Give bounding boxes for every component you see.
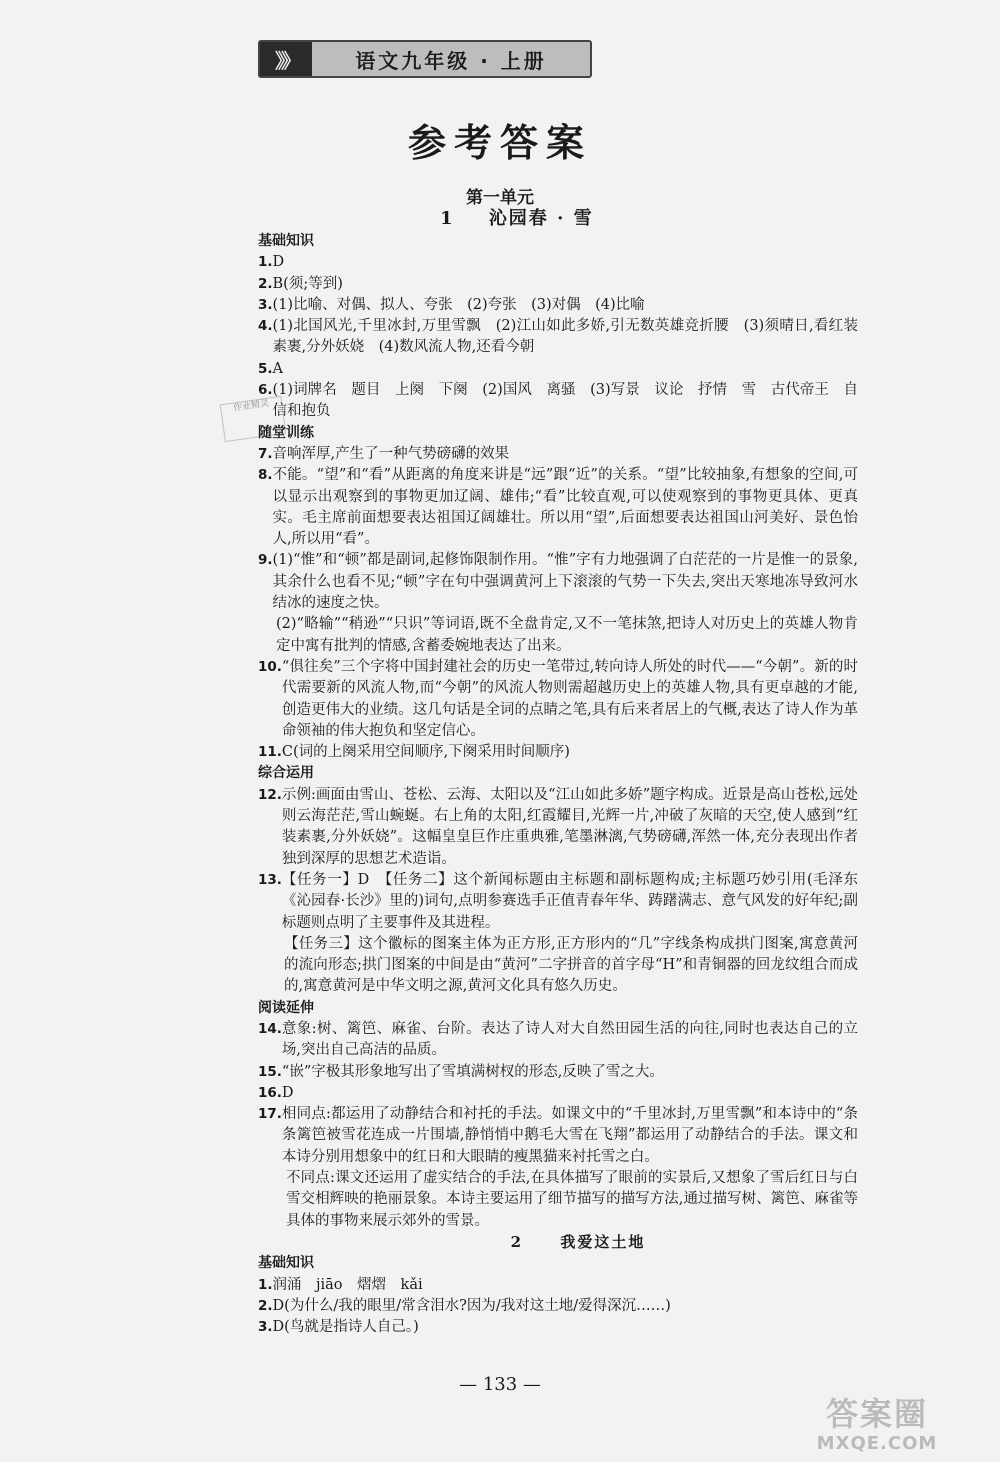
answer-item: [258, 1275, 858, 1296]
answer-continuation: 【任务三】这个徽标的图案主体为正方形,正方形内的“几”字线条构成拱门图案,寓意黄河的流向形态;拱门图案的中间是由“黄河”二字拼音的首字母“H”和青铜器的回龙纹组合而成的,寓意黄河是中华文明之源,黄河文化具有悠久历史。: [284, 935, 858, 995]
answer-item: [258, 359, 858, 380]
answer-number: 2.: [258, 1297, 273, 1314]
answer-item: [258, 1104, 858, 1168]
answer-number: 7.: [258, 445, 273, 462]
answer-number: 2.: [258, 275, 273, 292]
answer-item: [258, 316, 858, 359]
answer-item: [258, 380, 858, 423]
answer-number: 8.: [258, 467, 273, 484]
answer-continuation: (2)“略输”“稍逊”“只识”等词语,既不全盘肯定,又不一笔抹煞,把诗人对历史上的英雄人物肯定中寓有批判的情感,含蓄委婉地表达了出来。: [276, 616, 858, 654]
answer-text: D(鸟就是指诗人自己。): [272, 1319, 419, 1336]
answer-number: 9.: [258, 552, 273, 569]
answer-number: 17.: [258, 1106, 282, 1123]
answer-number: 13.: [258, 871, 282, 888]
answer-item: [258, 870, 858, 934]
book-header-banner: [258, 40, 592, 78]
answer-number: 6.: [258, 382, 273, 399]
lesson-number: 2: [510, 1232, 524, 1251]
answer-number: 3.: [258, 1319, 273, 1336]
answer-number: 16.: [258, 1084, 282, 1101]
answer-text: 【任务一】D 【任务二】这个新闻标题由主标题和副标题构成;主标题巧妙引用(毛泽东《沁园春·长沙》里的)词句,点明参赛选手正值青春年华、踌躇满志、意气风发的好年纪;副标题则点明了主要事件及其进程。: [281, 871, 858, 931]
answer-item: [258, 550, 858, 614]
lesson-name: 我爱这土地: [560, 1232, 646, 1251]
answer-item: [258, 742, 858, 763]
lesson-number: 1: [440, 208, 455, 229]
watermark-url: MXQE.COM: [816, 1433, 938, 1454]
answer-item: [258, 1019, 858, 1062]
answer-text: 示例:画面由雪山、苍松、云海、太阳以及“江山如此多娇”题字构成。近景是高山苍松,远处则云海茫茫,雪山蜿蜒。右上角的太阳,红霞耀目,光辉一片,冲破了灰暗的天空,使人感到“红装素裹,分外妖娆”。这幅皇皇巨作庄重典雅,笔墨淋漓,气势磅礴,浑然一体,充分表现出作者独到深厚的思想艺术造诣。: [281, 786, 858, 867]
answer-text: B(须;等到): [272, 275, 343, 292]
answer-item: [258, 1083, 858, 1104]
answer-text: 不能。“望”和“看”从距离的角度来讲是“远”跟“近”的关系。“望”比较抽象,有想象的空间,可以显示出观察到的事物更加辽阔、雄伟;“看”比较直观,可以使观察到的事物更具体、更真实。毛主席前面想要表达祖国辽阔雄壮。所以用“望”,后面想要表达祖国山河美好、景色怡人,所以用“看”。: [272, 467, 858, 548]
answer-item: [258, 465, 858, 550]
answer-text: (1)北国风光,千里冰封,万里雪飘 (2)江山如此多娇,引无数英雄竞折腰 (3)须晴日,看红装素裹,分外妖娆 (4)数风流人物,还看今朝: [272, 318, 858, 356]
lesson-title: [440, 204, 594, 230]
answer-item: [258, 1296, 858, 1317]
answer-text: D: [281, 1084, 294, 1101]
answer-content: [258, 231, 858, 1338]
section-heading: 基础知识: [258, 233, 314, 249]
answer-item: [258, 785, 858, 870]
section-heading: 随堂训练: [258, 424, 314, 441]
answer-number: 12.: [258, 786, 282, 803]
answer-item: [258, 1062, 858, 1083]
chevron-right-icon: 》》: [260, 42, 312, 76]
answer-number: 4.: [258, 318, 273, 335]
answer-item: [258, 657, 858, 742]
watermark-logo-text: 答案圈: [825, 1395, 928, 1433]
lesson-title: [258, 1232, 858, 1253]
section-heading: 基础知识: [258, 1255, 314, 1272]
answer-text: A: [272, 360, 284, 377]
answer-text: (1)比喻、对偶、拟人、夸张 (2)夸张 (3)对偶 (4)比喻: [272, 296, 645, 313]
answer-number: 1.: [258, 1276, 273, 1293]
section-heading: 综合运用: [258, 765, 314, 782]
answer-number: 11.: [258, 744, 282, 761]
answer-number: 14.: [258, 1020, 282, 1037]
book-title: 语文九年级 · 上册: [355, 48, 547, 73]
answer-item: [258, 295, 858, 316]
answer-number: 1.: [258, 254, 273, 271]
answer-item: [258, 252, 858, 273]
lesson-name: 沁园春 · 雪: [488, 208, 594, 229]
answer-text: (1)词牌名 题目 上阕 下阕 (2)国风 离骚 (3)写景 议论 抒情 雪 古代帝王 自信和抱负: [272, 382, 858, 420]
page-number: — 133 —: [459, 1374, 541, 1395]
section-heading: 阅读延伸: [258, 999, 314, 1016]
answer-continuation: 不同点:课文还运用了虚实结合的手法,在具体描写了眼前的实景后,又想象了雪后红日与白雪交相辉映的艳丽景象。本诗主要运用了细节描写的描写方法,通过描写树、篱笆、麻雀等具体的事物来展示郊外的雪景。: [286, 1170, 858, 1229]
answer-text: 音响浑厚,产生了一种气势磅礴的效果: [272, 445, 510, 462]
answer-text: D: [272, 254, 285, 271]
answer-text: 润涌 jiāo 熠熠 kǎi: [272, 1276, 423, 1293]
answer-text: (1)“惟”和“顿”都是副词,起修饰限制作用。“惟”字有力地强调了白茫茫的一片是惟一的景象,其余什么也看不见;“顿”字在句中强调黄河上下滚滚的气势一下失去,突出天寒地冻导致河水结冰的速度之快。: [272, 552, 858, 612]
answer-text: “嵌”字极其形象地写出了雪填满树杈的形态,反映了雪之大。: [281, 1063, 664, 1080]
page-title: 参考答案: [407, 120, 592, 165]
answer-item: [258, 1317, 858, 1338]
answer-text: 意象:树、篱笆、麻雀、台阶。表达了诗人对大自然田园生活的向往,同时也表达自己的立场,突出自己高洁的品质。: [281, 1020, 858, 1059]
answer-number: 15.: [258, 1063, 282, 1080]
answer-text: D(为什么/我的眼里/常含泪水?因为/我对这土地/爱得深沉……): [272, 1297, 671, 1314]
unit-title: 第一单元: [466, 188, 534, 208]
answer-number: 10.: [258, 658, 282, 675]
stamp-text: 作业精灵: [232, 398, 270, 414]
answer-number: 5.: [258, 360, 273, 377]
watermark-logo: [782, 1395, 972, 1455]
answer-text: 相同点:都运用了动静结合和衬托的手法。如课文中的“千里冰封,万里雪飘”和本诗中的“条条篱笆被雪花连成一片围墙,静悄悄中鹅毛大雪在飞翔”都运用了动静结合的手法。课文和本诗分别用想象中的红日和大眼睛的瘦黑猫来衬托雪之白。: [281, 1106, 858, 1165]
answer-text: C(词的上阕采用空间顺序,下阕采用时间顺序): [281, 744, 570, 761]
answer-item: [258, 274, 858, 295]
answer-item: [258, 444, 858, 465]
answer-text: “俱往矣”三个字将中国封建社会的历史一笔带过,转向诗人所处的时代——“今朝”。新的时代需要新的风流人物,而“今朝”的风流人物则需超越历史上的英雄人物,具有更卓越的才能,创造更伟大的业绩。这几句话是全词的点睛之笔,具有后来者居上的气概,表达了诗人作为革命领袖的伟大抱负和坚定信心。: [281, 658, 858, 739]
answer-number: 3.: [258, 296, 273, 313]
